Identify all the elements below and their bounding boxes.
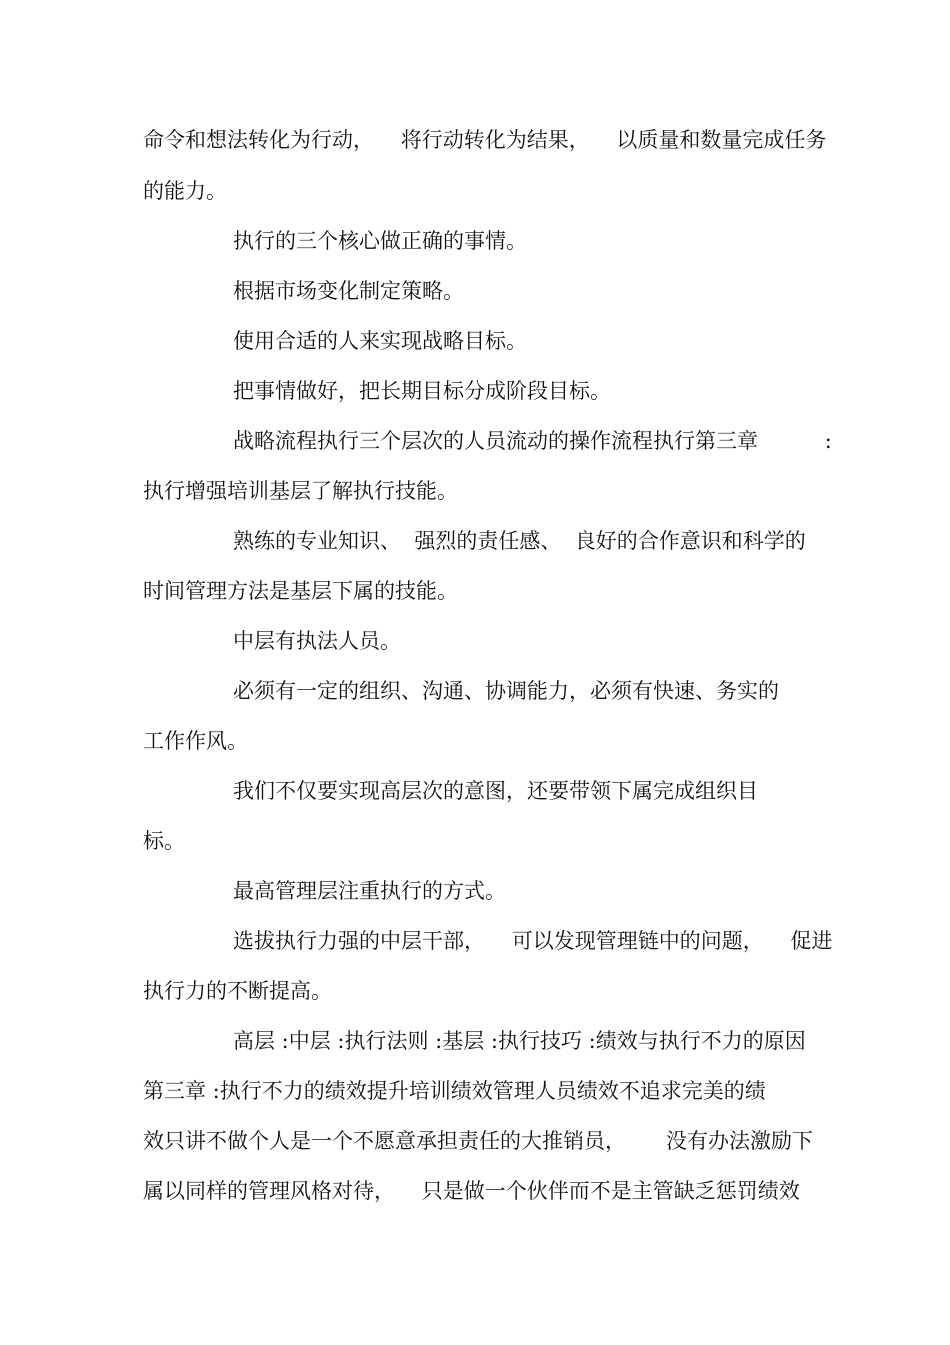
text-line: 属以同样的管理风格对待， 只是做一个伙伴而不是主管缺乏惩罚绩效 xyxy=(143,1179,800,1203)
text-line: 把事情做好，把长期目标分成阶段目标。 xyxy=(233,379,611,403)
text-line: 命令和想法转化为行动， 将行动转化为结果， 以质量和数量完成任务 xyxy=(143,128,827,152)
text-line: 必须有一定的组织、沟通、协调能力，必须有快速、务实的 xyxy=(233,679,779,703)
text-line: 第三章 :执行不力的绩效提升培训绩效管理人员绩效不追求完美的绩 xyxy=(143,1079,766,1103)
text-line: 的能力。 xyxy=(143,179,227,203)
text-line: 执行的三个核心做正确的事情。 xyxy=(233,229,527,253)
text-line: 执行力的不断提高。 xyxy=(143,979,332,1003)
text-line: 选拔执行力强的中层干部， 可以发现管理链中的问题， 促进 xyxy=(233,929,833,953)
text-line: 根据市场变化制定策略。 xyxy=(233,279,464,303)
text-line: 战略流程执行三个层次的人员流动的操作流程执行第三章 : xyxy=(233,429,832,453)
text-line: 我们不仅要实现高层次的意图，还要带领下属完成组织目 xyxy=(233,779,758,803)
text-line: 最高管理层注重执行的方式。 xyxy=(233,879,506,903)
text-line: 熟练的专业知识、 强烈的责任感、 良好的合作意识和科学的 xyxy=(233,529,806,553)
text-line: 高层 :中层 :执行法则 :基层 :执行技巧 :绩效与执行不力的原因 xyxy=(233,1029,806,1053)
text-line: 时间管理方法是基层下属的技能。 xyxy=(143,579,458,603)
text-line: 工作作风。 xyxy=(143,729,248,753)
text-line: 标。 xyxy=(143,829,185,853)
text-line: 中层有执法人员。 xyxy=(233,629,401,653)
text-line: 执行增强培训基层了解执行技能。 xyxy=(143,479,458,503)
text-line: 效只讲不做个人是一个不愿意承担责任的大推销员， 没有办法激励下 xyxy=(143,1129,814,1153)
text-line: 使用合适的人来实现战略目标。 xyxy=(233,329,527,353)
